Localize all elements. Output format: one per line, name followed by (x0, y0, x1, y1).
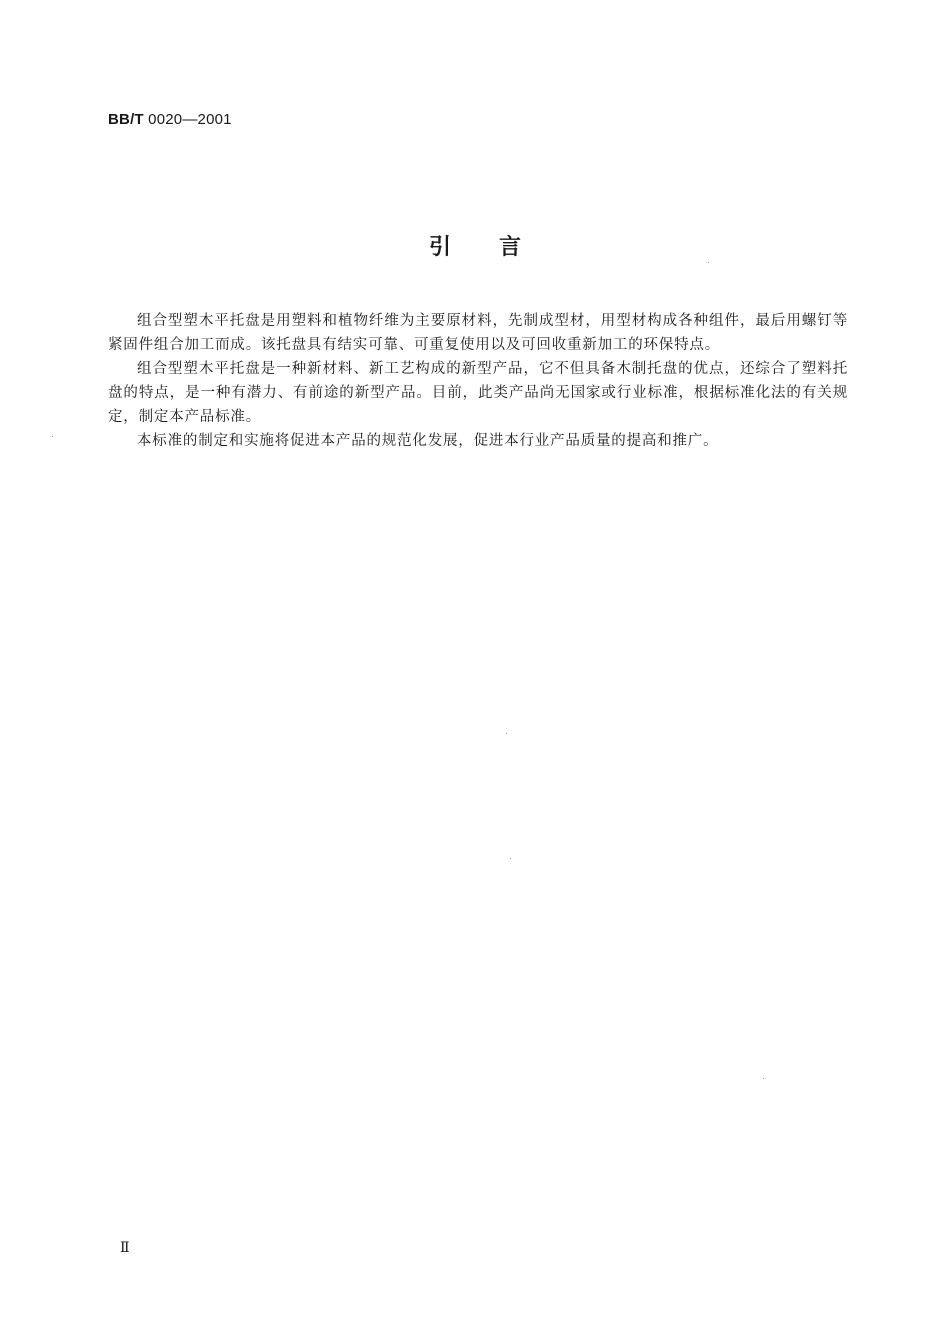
scan-speck (510, 858, 511, 859)
document-code (108, 111, 232, 128)
document-code-number: 0020—2001 (143, 111, 232, 128)
scan-speck (763, 1078, 764, 1079)
paragraph-1: 组合型塑木平托盘是用塑料和植物纤维为主要原材料，先制成型材，用型材构成各种组件，最后用螺钉等紧固件组合加工而成。该托盘具有结实可靠、可重复使用以及可回收重新加工的环保特点。 (108, 313, 848, 353)
scan-speck (52, 436, 53, 437)
page-title: 引言 (428, 235, 569, 260)
paragraph-2: 组合型塑木平托盘是一种新材料、新工艺构成的新型产品，它不但具备木制托盘的优点，还综合了塑料托盘的特点，是一种有潜力、有前途的新型产品。目前，此类产品尚无国家或行业标准，根据标准化法的有关规定，制定本产品标准。 (108, 361, 848, 425)
page-number: Ⅱ (120, 1241, 130, 1256)
scan-speck (708, 262, 709, 263)
introduction-body (108, 309, 848, 453)
scan-speck (506, 733, 507, 734)
document-code-prefix: BB/T (108, 111, 144, 128)
paragraph-3: 本标准的制定和实施将促进本产品的规范化发展，促进本行业产品质量的提高和推广。 (137, 433, 719, 449)
